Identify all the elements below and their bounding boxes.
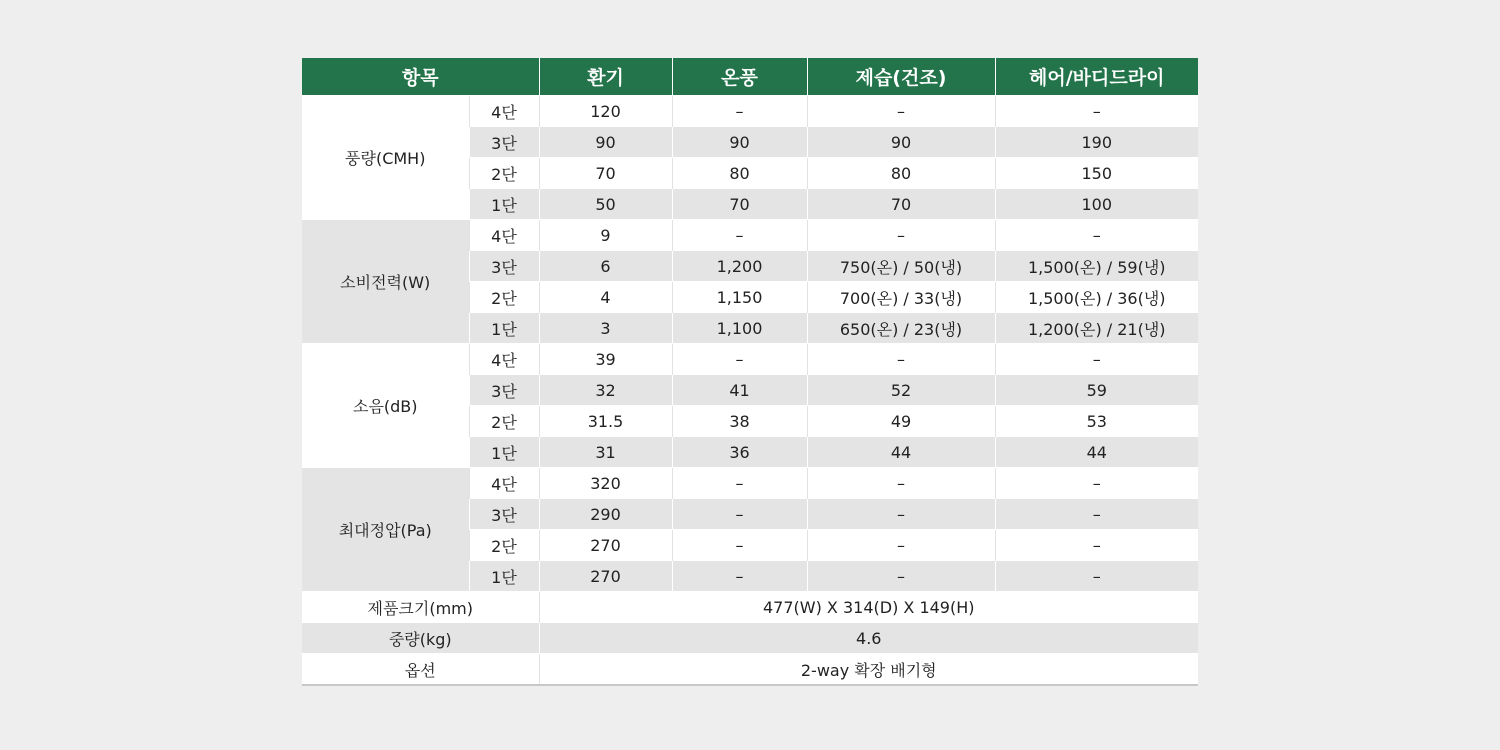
value-cell: – — [807, 499, 995, 530]
value-cell: 31.5 — [539, 406, 672, 437]
level-label: 4단 — [469, 96, 539, 127]
value-cell: – — [995, 344, 1198, 375]
group-label-airflow: 풍량(CMH) — [302, 96, 469, 220]
value-cell: 41 — [672, 375, 807, 406]
value-cell: 70 — [672, 189, 807, 220]
value-cell: 44 — [995, 437, 1198, 468]
value-cell: – — [995, 561, 1198, 592]
value-cell: 190 — [995, 127, 1198, 158]
value-cell: – — [672, 96, 807, 127]
value-cell: 39 — [539, 344, 672, 375]
value-cell: – — [807, 468, 995, 499]
footer-row-option — [302, 654, 1198, 686]
footer-row-weight — [302, 623, 1198, 654]
table-row — [302, 220, 1198, 251]
header-col-dehumidify: 제습(건조) — [807, 58, 995, 96]
table-row — [302, 468, 1198, 499]
value-cell: 270 — [539, 561, 672, 592]
value-cell: 70 — [539, 158, 672, 189]
footer-value: 4.6 — [539, 623, 1198, 654]
level-label: 2단 — [469, 406, 539, 437]
value-cell: 50 — [539, 189, 672, 220]
header-item: 항목 — [302, 58, 539, 96]
value-cell: 31 — [539, 437, 672, 468]
value-cell: – — [807, 561, 995, 592]
value-cell: – — [807, 344, 995, 375]
value-cell: 270 — [539, 530, 672, 561]
value-cell: – — [672, 530, 807, 561]
value-cell: – — [995, 220, 1198, 251]
value-cell: 100 — [995, 189, 1198, 220]
value-cell: 320 — [539, 468, 672, 499]
value-cell: 1,200(온) / 21(냉) — [995, 313, 1198, 344]
level-label: 2단 — [469, 158, 539, 189]
value-cell: 4 — [539, 282, 672, 313]
value-cell: 700(온) / 33(냉) — [807, 282, 995, 313]
value-cell: – — [995, 499, 1198, 530]
footer-label: 제품크기(mm) — [302, 592, 539, 623]
value-cell: – — [807, 530, 995, 561]
header-row — [302, 58, 1198, 96]
value-cell: 49 — [807, 406, 995, 437]
value-cell: 6 — [539, 251, 672, 282]
footer-label: 옵션 — [302, 654, 539, 686]
level-label: 1단 — [469, 189, 539, 220]
value-cell: – — [672, 344, 807, 375]
level-label: 4단 — [469, 468, 539, 499]
group-label-noise: 소음(dB) — [302, 344, 469, 468]
value-cell: 1,500(온) / 59(냉) — [995, 251, 1198, 282]
spec-table — [302, 58, 1198, 686]
header-col-warm-air: 온풍 — [672, 58, 807, 96]
footer-label: 중량(kg) — [302, 623, 539, 654]
value-cell: 70 — [807, 189, 995, 220]
header-col-ventilation: 환기 — [539, 58, 672, 96]
level-label: 1단 — [469, 561, 539, 592]
value-cell: 44 — [807, 437, 995, 468]
value-cell: – — [807, 220, 995, 251]
value-cell: 1,500(온) / 36(냉) — [995, 282, 1198, 313]
level-label: 4단 — [469, 220, 539, 251]
level-label: 3단 — [469, 127, 539, 158]
value-cell: 38 — [672, 406, 807, 437]
value-cell: 650(온) / 23(냉) — [807, 313, 995, 344]
value-cell: – — [672, 561, 807, 592]
value-cell: 9 — [539, 220, 672, 251]
level-label: 1단 — [469, 437, 539, 468]
value-cell: 90 — [807, 127, 995, 158]
value-cell: 1,100 — [672, 313, 807, 344]
value-cell: 3 — [539, 313, 672, 344]
value-cell: 36 — [672, 437, 807, 468]
value-cell: 150 — [995, 158, 1198, 189]
group-label-static-pressure: 최대정압(Pa) — [302, 468, 469, 592]
level-label: 3단 — [469, 499, 539, 530]
value-cell: 80 — [672, 158, 807, 189]
level-label: 4단 — [469, 344, 539, 375]
footer-value: 477(W) X 314(D) X 149(H) — [539, 592, 1198, 623]
value-cell: 52 — [807, 375, 995, 406]
level-label: 2단 — [469, 530, 539, 561]
value-cell: 290 — [539, 499, 672, 530]
value-cell: – — [672, 468, 807, 499]
group-label-power: 소비전력(W) — [302, 220, 469, 344]
table-row — [302, 344, 1198, 375]
table-row — [302, 96, 1198, 127]
level-label: 3단 — [469, 251, 539, 282]
value-cell: 750(온) / 50(냉) — [807, 251, 995, 282]
value-cell: – — [672, 220, 807, 251]
value-cell: – — [995, 96, 1198, 127]
value-cell: 120 — [539, 96, 672, 127]
value-cell: 59 — [995, 375, 1198, 406]
value-cell: – — [672, 499, 807, 530]
value-cell: 1,200 — [672, 251, 807, 282]
value-cell: – — [807, 96, 995, 127]
value-cell: 1,150 — [672, 282, 807, 313]
level-label: 3단 — [469, 375, 539, 406]
level-label: 2단 — [469, 282, 539, 313]
value-cell: 90 — [672, 127, 807, 158]
value-cell: – — [995, 468, 1198, 499]
value-cell: 32 — [539, 375, 672, 406]
level-label: 1단 — [469, 313, 539, 344]
header-col-hair-body-dry: 헤어/바디드라이 — [995, 58, 1198, 96]
value-cell: 80 — [807, 158, 995, 189]
value-cell: – — [995, 530, 1198, 561]
value-cell: 90 — [539, 127, 672, 158]
footer-row-product-size — [302, 592, 1198, 623]
spec-body — [302, 96, 1198, 686]
value-cell: 53 — [995, 406, 1198, 437]
footer-value: 2-way 확장 배기형 — [539, 654, 1198, 686]
